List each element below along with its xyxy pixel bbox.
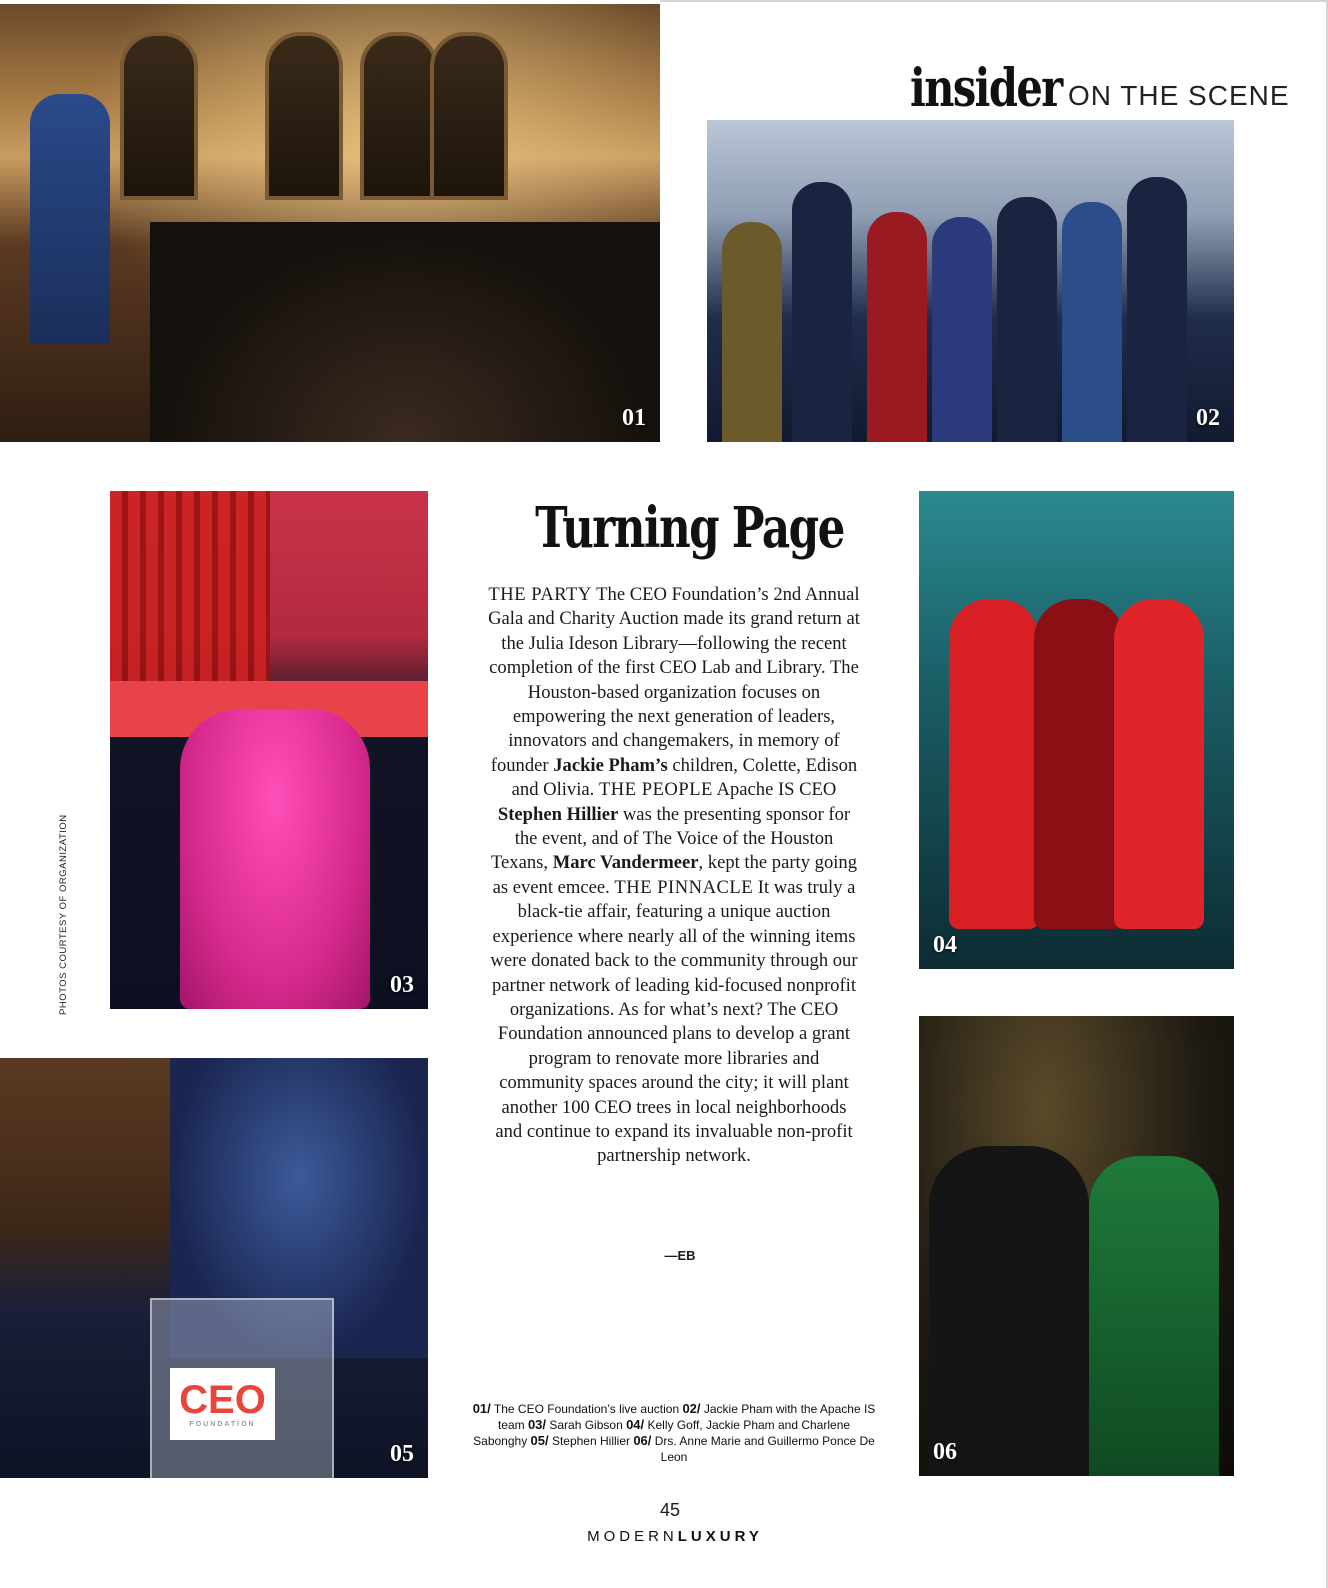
speaker-figure	[30, 94, 110, 344]
caption-number: 06/	[633, 1433, 652, 1448]
body-text: was the presenting sponsor for the event, and of The Voice of the Houston Texans,	[490, 803, 851, 874]
photo-number: 03	[390, 972, 414, 998]
arch-window	[265, 32, 343, 200]
tuxedo-figure	[929, 1146, 1089, 1476]
photo-credit: PHOTOS COURTESY OF ORGANIZATION	[58, 814, 69, 1015]
caption-number: 01/	[472, 1401, 491, 1416]
section-header	[910, 58, 1290, 119]
name-jackie-pham: Jackie Pham’s	[553, 754, 668, 776]
author-signature: —EB	[664, 1248, 696, 1263]
logo-subtext: FOUNDATION	[189, 1421, 256, 1428]
photo-number: 02	[1196, 405, 1220, 431]
photo-02-apache-team	[707, 120, 1234, 442]
brand-bold: LUXURY	[677, 1528, 763, 1545]
body-text: The CEO Foundation’s 2nd Annual Gala and Charity Auction made its grand return at the Julia Ideson Library—following the recent completion of the first CEO Lab and Library. The Houston-based organization focuses on empowering the next generation of leaders, innovators and changemakers, in memory of founder	[488, 584, 860, 776]
caption-text: The CEO Foundation’s live auction	[490, 1402, 683, 1416]
caption-text: Jackie Pham with the Apache IS team	[497, 1402, 876, 1432]
kicker-people: THE PEOPLE	[598, 779, 713, 801]
guest-figure	[997, 197, 1057, 442]
red-gown-figure	[1114, 599, 1204, 929]
kicker-pinnacle: THE PINNACLE	[614, 876, 754, 898]
brand-light: MODERN	[587, 1528, 678, 1545]
green-dress-figure	[1089, 1156, 1219, 1476]
arch-window	[120, 32, 198, 200]
article-body	[488, 583, 860, 1169]
guest-figure	[932, 217, 992, 442]
caption-number: 02/	[682, 1401, 701, 1416]
name-marc-vandermeer: Marc Vandermeer	[552, 852, 699, 874]
caption-text: Kelly Goff, Jackie Pham and Charlene Sabonghy	[473, 1418, 851, 1448]
page-number: 45	[659, 1500, 681, 1520]
photo-06-ponce-de-leon	[919, 1016, 1234, 1476]
photo-captions	[472, 1401, 876, 1465]
caption-text: Drs. Anne Marie and Guillermo Ponce De Leon	[651, 1434, 875, 1464]
caption-number: 03/	[527, 1417, 547, 1432]
top-rule	[660, 0, 1328, 2]
guest-figure	[722, 222, 782, 442]
guest-figure	[792, 182, 852, 442]
caption-text: Sarah Gibson	[546, 1418, 627, 1432]
body-text: , kept the party going as event emcee.	[492, 852, 857, 898]
body-text: Apache IS CEO	[712, 779, 837, 801]
photo-number: 05	[390, 1441, 414, 1467]
name-stephen-hillier: Stephen Hillier	[497, 803, 619, 825]
photo-01-live-auction	[0, 4, 660, 442]
caption-number: 04/	[626, 1417, 645, 1432]
section-label: ON THE SCENE	[1068, 80, 1290, 111]
stadium-seats	[110, 491, 270, 681]
guest-tables	[150, 222, 660, 442]
photo-number: 04	[933, 932, 957, 958]
photo-04-three-women	[919, 491, 1234, 969]
pink-dress-figure	[180, 709, 370, 1009]
insider-brand: insider	[910, 58, 1062, 119]
photo-number: 06	[933, 1439, 957, 1465]
ceo-foundation-logo	[170, 1368, 275, 1440]
guest-figure	[1127, 177, 1187, 442]
publication-brand	[560, 1528, 790, 1545]
caption-text: Stephen Hillier	[548, 1434, 634, 1448]
article-title: Turning Page	[535, 495, 844, 561]
body-text: children, Colette, Edison and Olivia.	[511, 754, 858, 801]
arch-window	[430, 32, 508, 200]
logo-text: CEO	[179, 1378, 266, 1422]
guest-figure	[1062, 202, 1122, 442]
caption-number: 05/	[530, 1433, 549, 1448]
arch-window	[360, 32, 438, 200]
photo-05-stephen-hillier	[0, 1058, 428, 1478]
kicker-party: THE PARTY	[488, 584, 592, 605]
sequin-gown-figure	[1034, 599, 1124, 929]
guest-figure	[867, 212, 927, 442]
body-text: It was truly a black-tie affair, featuring a unique auction experience where nearly all of the winning items were donated back to the community through our partner network of leading kid-focused nonprofit organizations. As for what’s next? The CEO Foundation announced plans to develop a grant program to renovate more libraries and community spaces around the city; it will plant another 100 CEO trees in local neighborhoods and continue to expand its invaluable non-profit partnership network.	[490, 876, 858, 1167]
red-gown-figure	[949, 599, 1039, 929]
photo-03-sarah-gibson	[110, 491, 428, 1009]
photo-number: 01	[622, 405, 646, 431]
